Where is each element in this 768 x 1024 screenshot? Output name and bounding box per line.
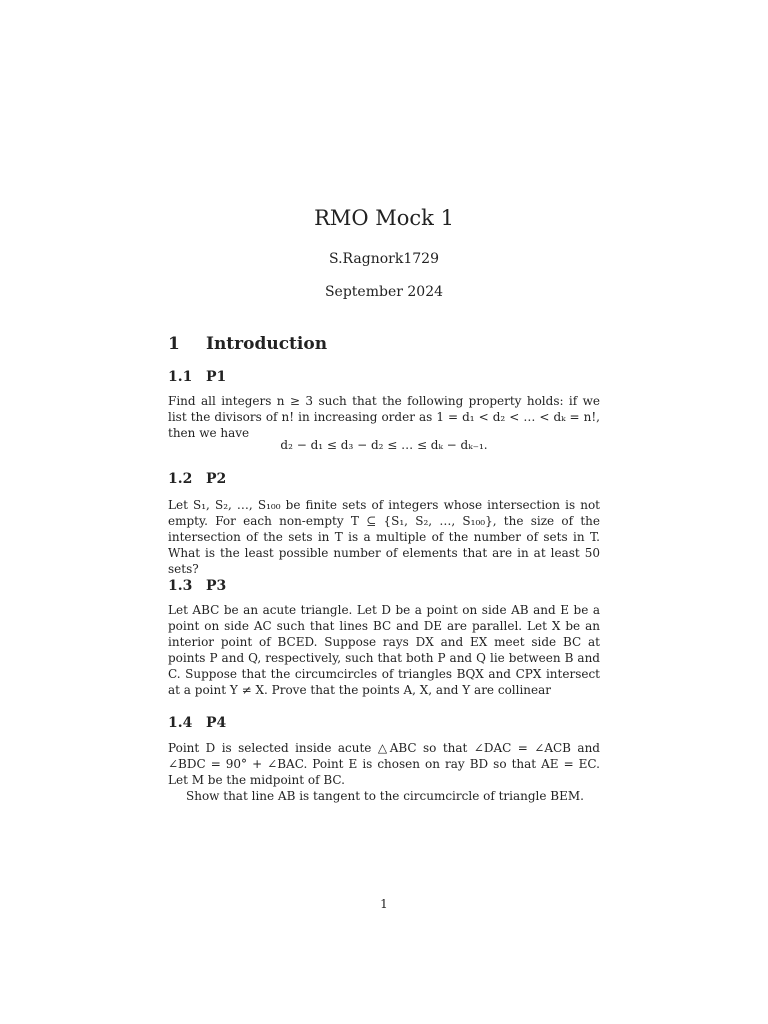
- section-heading: [168, 334, 327, 354]
- page-number: 1: [380, 897, 388, 911]
- problem-text-p1: Find all integers n ≥ 3 such that the following property holds: if we list the divisors of n! in increasing order as 1 = d₁ < d₂ < … < dₖ = n!, then we have: [168, 394, 600, 440]
- subsection-title: P2: [206, 471, 227, 487]
- subsection-heading-p3: [168, 578, 226, 594]
- section-title: Introduction: [206, 334, 328, 354]
- subsection-title: P1: [206, 369, 227, 385]
- document-author: S.Ragnork1729: [329, 251, 439, 267]
- subsection-number: 1.2: [168, 471, 193, 487]
- subsection-title: P3: [206, 578, 227, 594]
- document-title: RMO Mock 1: [314, 206, 454, 230]
- subsection-heading-p1: [168, 369, 226, 385]
- display-equation-p1: d₂ − d₁ ≤ d₃ − d₂ ≤ … ≤ dₖ − dₖ₋₁.: [280, 438, 488, 452]
- problem-text-p2: Let S₁, S₂, …, S₁₀₀ be finite sets of integers whose intersection is not empty. For each non-empty T ⊆ {S₁, S₂, …, S₁₀₀}, the size of the intersection of the sets in T is a multiple of the number of sets in T. What is the least possible number of elements that are in at least 50 sets?: [168, 498, 600, 576]
- subsection-heading-p2: [168, 471, 226, 487]
- subsection-title: P4: [206, 715, 227, 731]
- problem-text-p4-part1: Point D is selected inside acute △ABC so that ∠DAC = ∠ACB and ∠BDC = 90° + ∠BAC. Point E is chosen on ray BD so that AE = EC. Let M be the midpoint of BC.: [168, 741, 600, 787]
- subsection-number: 1.3: [168, 578, 193, 594]
- document-date: September 2024: [324, 284, 444, 300]
- problem-text-p4: [168, 740, 600, 804]
- subsection-number: 1.4: [168, 715, 193, 731]
- problem-text-p3: Let ABC be an acute triangle. Let D be a point on side AB and E be a point on side AC such that lines BC and DE are parallel. Let X be an interior point of BCED. Suppose rays DX and EX meet side BC at points P and Q, respectively, such that both P and Q lie between B and C. Suppose that the circumcircles of triangles BQX and CPX intersect at a point Y ≠ X. Prove that the points A, X, and Y are collinear: [168, 603, 600, 697]
- section-number: 1: [168, 334, 180, 354]
- problem-text-p4-part2: Show that line AB is tangent to the circumcircle of triangle BEM.: [186, 789, 584, 803]
- subsection-number: 1.1: [168, 369, 193, 385]
- subsection-heading-p4: [168, 715, 226, 731]
